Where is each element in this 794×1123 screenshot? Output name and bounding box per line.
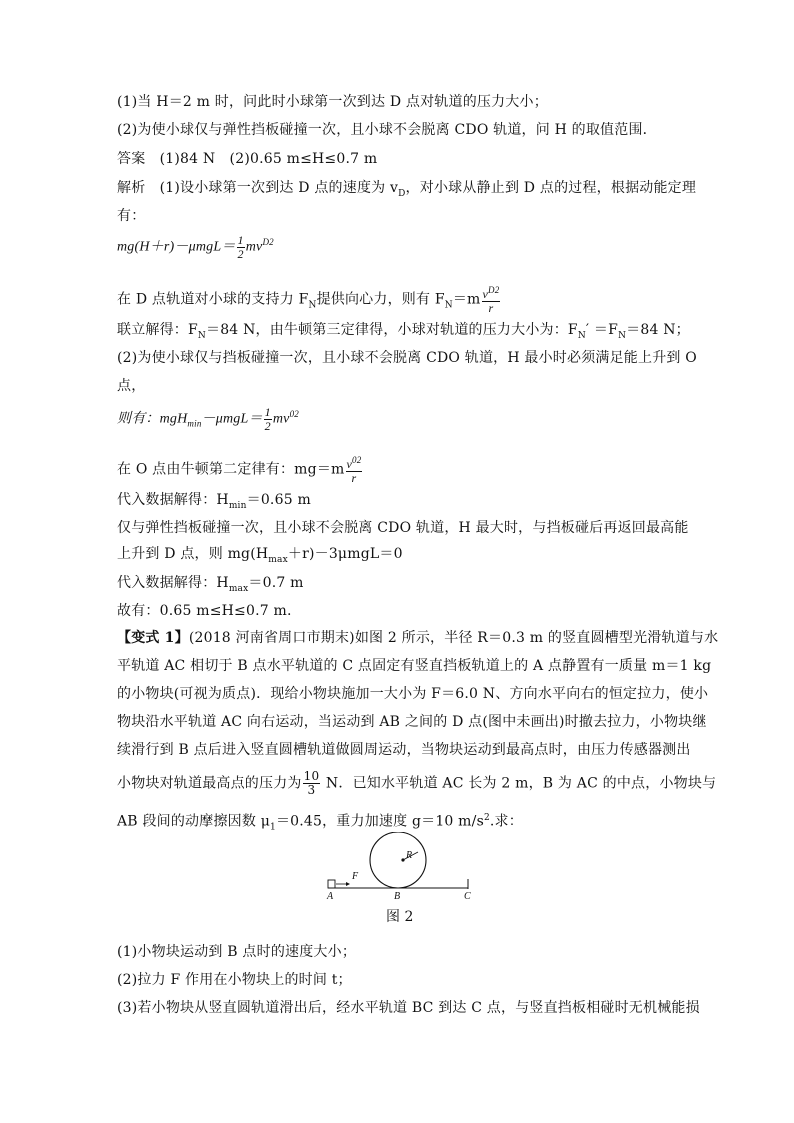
hmax-line-1: 仅与弹性挡板碰撞一次，且小球不会脱离 CDO 轨道，H 最大时，与挡板碰后再返回最高能 — [117, 520, 689, 536]
equation-at-o: 在 O 点由牛顿第二定律有：mg＝m $\frac{v^{02}}{r}$ — [117, 455, 362, 485]
hmin-result: 代入数据解得：$H_{min}=0.65$ m — [117, 492, 311, 511]
variant-line-6: 小物块对轨道最高点的压力为 $\frac{10}{3}$ N．已知水平轨道 AC 长为 2 m，B 为 AC 的中点，小物块与 — [117, 769, 717, 797]
conclusion-line: 故有：0.65 m≤H≤0.7 m. — [117, 603, 292, 619]
analysis-line-2: 有： — [117, 208, 146, 224]
combine-line: 联立解得：$F_N=84$ N，由牛顿第三定律得，小球对轨道的压力大小为：$F_N' =F_N=84$ N； — [117, 322, 690, 341]
fraction-vd2-r: $\frac{v^{D2}}{r}$ — [482, 285, 500, 315]
variant-line-5: 续滑行到 B 点后进入竖直圆槽轨道做圆周运动，当物块运动到最高点时，由压力传感器测出 — [117, 742, 691, 758]
question-1: (1)当 H＝2 m 时，问此时小球第一次到达 D 点对轨道的压力大小； — [117, 94, 548, 110]
variant-tag: 【变式 1】 — [117, 630, 189, 646]
block-a — [328, 880, 335, 888]
fraction-half: $\frac{1}{2}$ — [237, 232, 244, 261]
label-c: C — [464, 891, 471, 902]
figure-caption: 图 2 — [386, 909, 414, 925]
variant-line-7: AB 段间的动摩擦因数 $\mu_1=0.45$，重力加速度 g＝10 $m/s^2$.求： — [117, 813, 523, 833]
variant-line-1: 【变式 1】(2018 河南省周口市期末)如图 2 所示，半径 R＝0.3 m 的竖直圆槽型光滑轨道与水 — [117, 630, 719, 646]
equation-energy: mg(H＋r)－μmgL＝ $\frac{1}{2}$ $mv^{D2}$ — [117, 232, 274, 261]
variant-line-4: 物块沿水平轨道 AC 向右运动，当运动到 AB 之间的 D 点(图中未画出)时撤去拉力，小物块继 — [117, 714, 707, 730]
vertical-circle-track — [370, 832, 426, 888]
label-f: F — [352, 871, 359, 882]
part2-line-2: 点， — [117, 378, 146, 394]
variant-line-2: 平轨道 AC 相切于 B 点水平轨道的 C 点固定有竖直挡板轨道上的 A 点静置有一质量 m＝1 kg — [117, 658, 712, 674]
sub-question-1: (1)小物块运动到 B 点时的速度大小； — [117, 944, 357, 960]
part2-line-1: (2)为使小球仅与挡板碰撞一次，且小球不会脱离 CDO 轨道，H 最小时必须满足能上升到 O — [117, 350, 697, 366]
question-2: (2)为使小球仅与弹性挡板碰撞一次，且小球不会脱离 CDO 轨道，问 H 的取值范围． — [117, 122, 657, 138]
label-a: A — [327, 891, 334, 902]
label-b: B — [394, 891, 401, 902]
figure-2-diagram — [318, 832, 478, 902]
sub-question-3: (3)若小物块从竖直圆轨道滑出后，经水平轨道 BC 到达 C 点，与竖直挡板相碰时无机械能损 — [117, 1000, 700, 1016]
variant-line-3: 的小物块(可视为质点)．现给小物块施加一大小为 F＝6.0 N、方向水平向右的恒定拉力，使小 — [117, 686, 709, 702]
answer-line: 答案 (1)84 N (2)0.65 m≤H≤0.7 m — [117, 151, 378, 167]
hmax-result: 代入数据解得：$H_{max}=0.7$ m — [117, 575, 304, 594]
sub-question-2: (2)拉力 F 作用在小物块上的时间 t； — [117, 972, 352, 988]
label-r: R — [406, 850, 413, 861]
fraction-ten-thirds: $\frac{10}{3}$ — [303, 769, 320, 797]
fraction-v02-r: $\frac{v^{02}}{r}$ — [346, 455, 362, 485]
centripetal-line: 在 D 点轨道对小球的支持力 $F_N$提供向心力，则有 $F_N=m$ $\frac{v^{D2}}{r}$ — [117, 285, 500, 315]
hmax-line-2: 上升到 D 点，则 $mg(H_{max}+r)-3\mu mgL=0$ — [117, 546, 403, 565]
analysis-line-1: 解析 (1)设小球第一次到达 D 点的速度为 $v_D$，对小球从静止到 D 点的过程，根据动能定理 — [117, 180, 697, 199]
fraction-half-2: $\frac{1}{2}$ — [264, 404, 271, 433]
equation-min: 则有：mgH$_{min}$－μmgL＝ $\frac{1}{2}$ $mv^{02}$ — [117, 404, 299, 433]
force-arrow-head — [346, 882, 350, 886]
